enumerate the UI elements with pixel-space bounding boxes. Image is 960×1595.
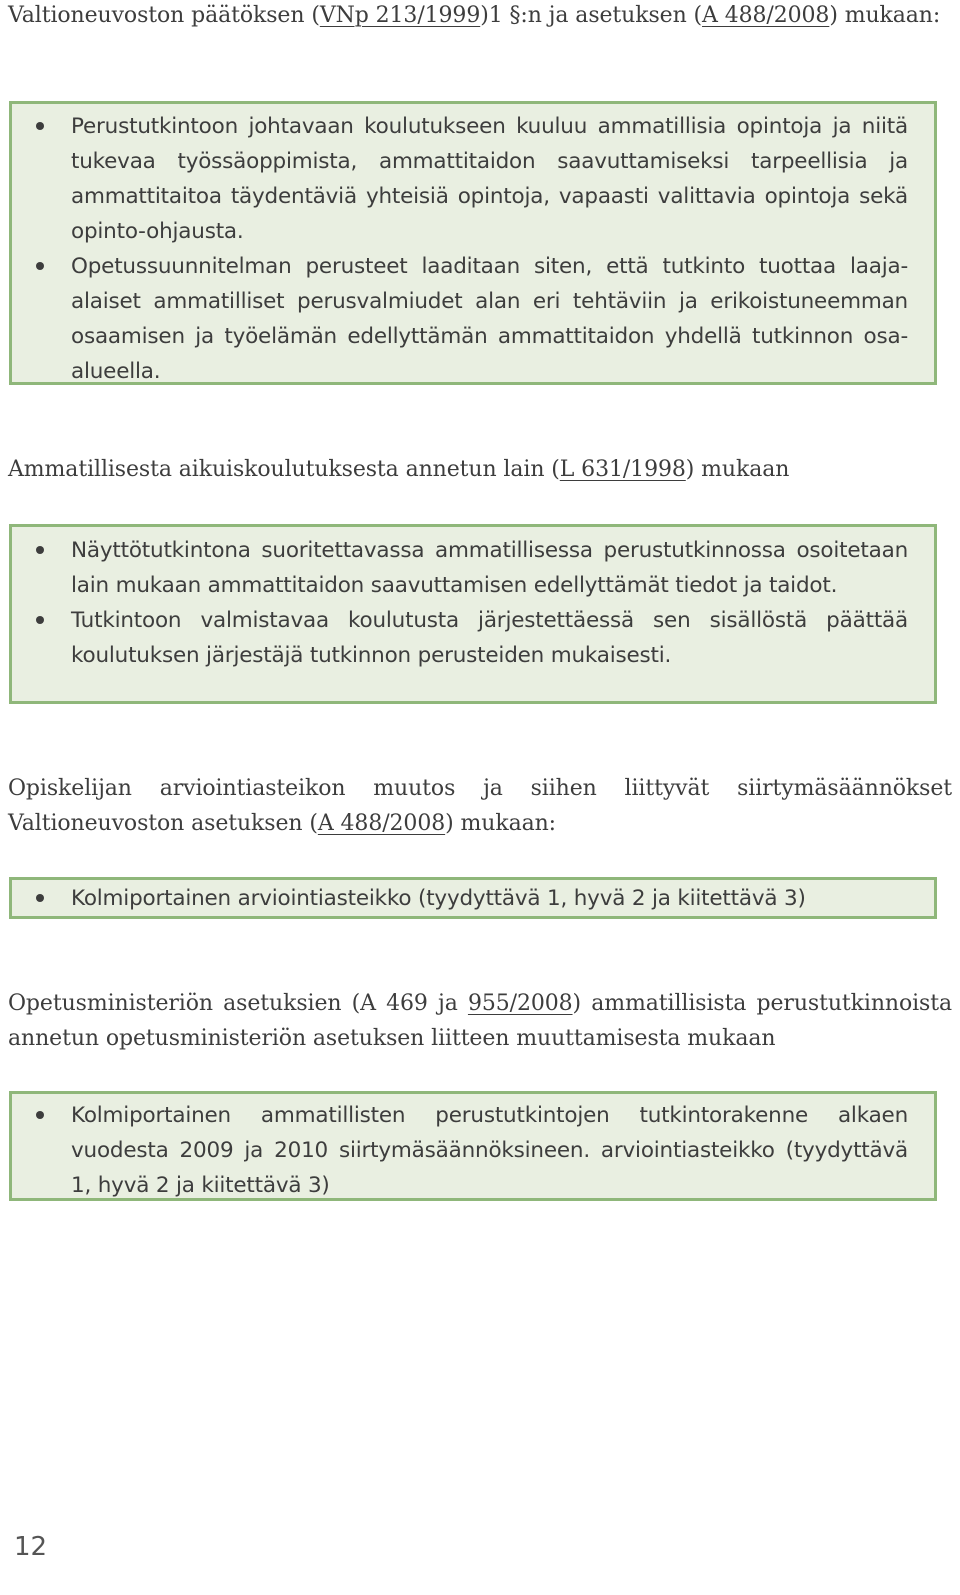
intro-text: )1 §:n ja asetuksen ( — [480, 3, 703, 28]
section-3-box — [9, 877, 937, 919]
bullet-icon — [36, 546, 44, 554]
intro-text: ) mukaan — [685, 457, 790, 482]
section-1-box — [9, 101, 937, 385]
list-item-text: Kolmiportainen arviointiasteikko (tyydyttävä 1, hyvä 2 ja kiitettävä 3) — [71, 886, 806, 911]
intro-text: Ammatillisesta aikuiskoulutuksesta annetun lain ( — [8, 457, 560, 482]
page-number: 12 — [14, 1532, 48, 1562]
bullet-icon — [36, 616, 44, 624]
section-2-intro — [8, 452, 952, 487]
intro-text: ) mukaan: — [829, 3, 941, 28]
section-4-intro — [8, 986, 952, 1056]
law-reference-link[interactable]: L 631/1998 — [559, 457, 686, 482]
list-item-text: Kolmiportainen ammatillisten perustutkintojen tutkintorakenne alkaen vuodesta 2009 ja 2010 siirtymäsäännöksineen. arviointiasteikko (tyydyttävä 1, hyvä 2 ja kiitettävä 3) — [71, 1103, 908, 1198]
list-item — [12, 249, 934, 389]
list-item-text: Näyttötutkintona suoritettavassa ammatillisessa perustutkinnossa osoitetaan lain mukaan ammattitaidon saavuttamisen edellyttämät tiedot ja taidot. — [71, 538, 908, 598]
law-reference-link[interactable]: VNp 213/1999 — [319, 3, 481, 28]
bullet-icon — [36, 1111, 44, 1119]
law-reference-link[interactable]: A 488/2008 — [317, 811, 446, 836]
bullet-icon — [36, 894, 44, 902]
intro-text: ) mukaan: — [445, 811, 556, 836]
intro-text: Valtioneuvoston päätöksen ( — [8, 3, 320, 28]
intro-text: ) ammatillisista perustutkinnoista annetun opetusministeriön asetuksen liitteen muuttamisesta mukaan — [8, 991, 952, 1051]
bullet-list — [12, 533, 934, 673]
section-3-intro — [8, 771, 952, 841]
section-2-box — [9, 524, 937, 704]
list-item — [12, 603, 934, 673]
list-item — [12, 533, 934, 603]
list-item-text: Perustutkintoon johtavaan koulutukseen kuuluu ammatillisia opintoja ja niitä tukevaa työssäoppimista, ammattitaidon saavuttamiseksi tarpeellisia ja ammattitaitoa täydentäviä yhteisiä opintoja, vapaasti valittavia opintoja sekä opinto-ohjausta. — [71, 114, 908, 244]
bullet-list — [12, 1098, 934, 1203]
list-item-text: Tutkintoon valmistavaa koulutusta järjestettäessä sen sisällöstä päättää koulutuksen järjestäjä tutkinnon perusteiden mukaisesti. — [71, 608, 908, 668]
intro-text: Opetusministeriön asetuksien (A 469 ja — [8, 991, 468, 1016]
bullet-list — [12, 881, 934, 916]
bullet-icon — [36, 122, 44, 130]
bullet-list — [12, 109, 934, 389]
section-1-intro — [8, 0, 952, 33]
section-4-box — [9, 1091, 937, 1201]
list-item — [12, 1098, 934, 1203]
law-reference-link[interactable]: A 488/2008 — [702, 3, 830, 28]
list-item-text: Opetussuunnitelman perusteet laaditaan siten, että tutkinto tuottaa laaja-alaiset ammatilliset perusvalmiudet alan eri tehtäviin ja erikoistuneemman osaamisen ja työelämän edellyttämän ammattitaidon yhdellä tutkinnon osa-alueella. — [71, 254, 908, 384]
bullet-icon — [36, 262, 44, 270]
law-reference-link[interactable]: 955/2008 — [467, 991, 573, 1016]
list-item — [12, 109, 934, 249]
intro-text: Opiskelijan arviointiasteikon muutos ja siihen liittyvät siirtymäsäännökset Valtioneuvoston asetuksen ( — [8, 776, 952, 836]
list-item — [12, 881, 934, 916]
